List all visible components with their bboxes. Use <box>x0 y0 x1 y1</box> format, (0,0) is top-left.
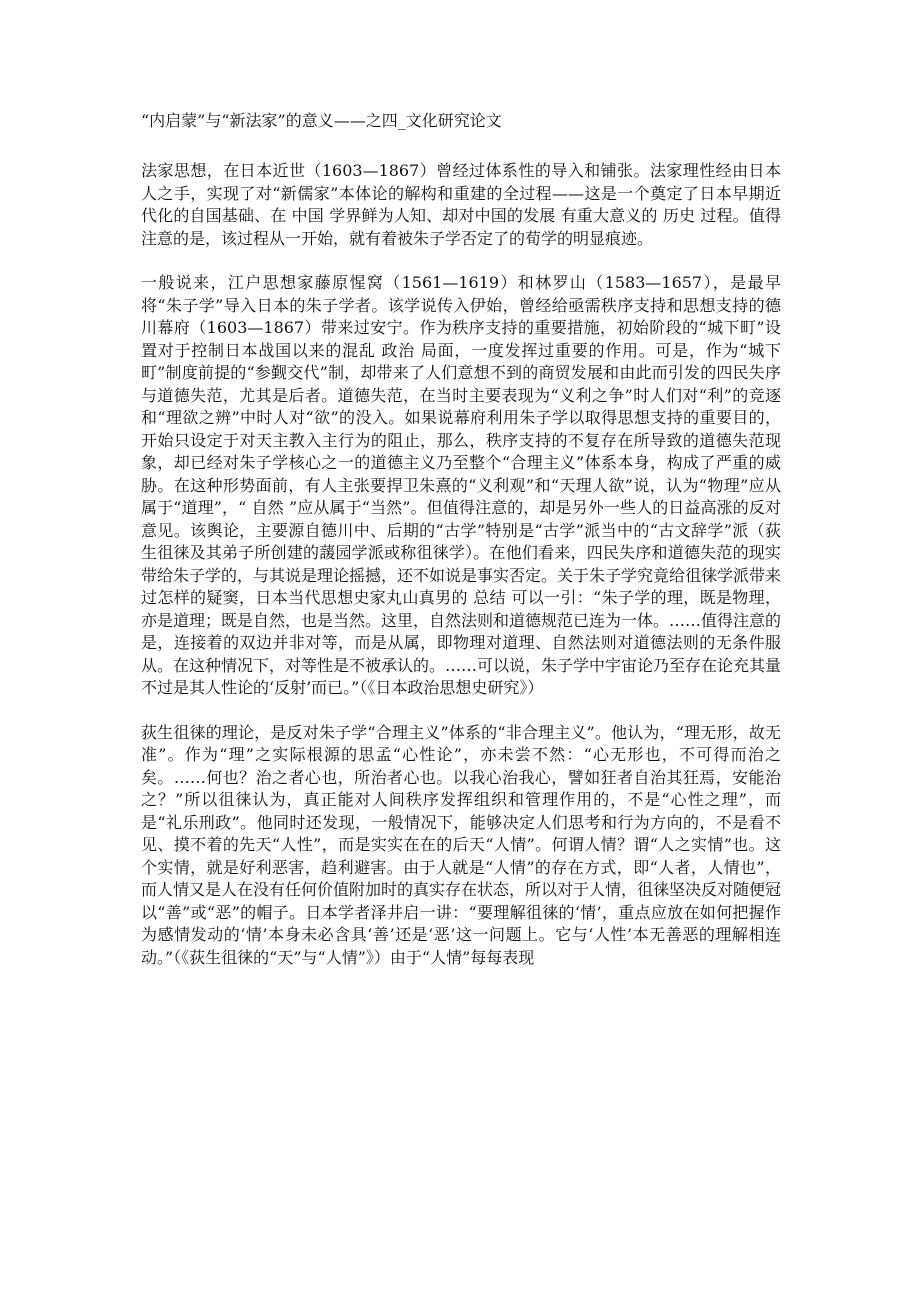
paragraph-2: 一般说来，江户思想家藤原惺窝（1561—1619）和林罗山（1583—1657），是最早将“朱子学”导入日本的朱子学者。该学说传入伊始，曾经给亟需秩序支持和思想支持的德川幕府（1603—1867）带来过安宁。作为秩序支持的重要措施，初始阶段的“城下町”设置对于控制日本战国以来的混乱 政治 局面，一度发挥过重要的作用。可是，作为“城下町”制度前提的“参觐交代”制，却带来了人们意想不到的商贸发展和由此而引发的四民失序与道德失范，尤其是后者。道德失范，在当时主要表现为“义利之争”时人们对“利”的竞逐和“理欲之辨”中时人对“欲”的没入。如果说幕府利用朱子学以取得思想支持的重要目的，开始只设定于对天主教入主行为的阻止，那么，秩序支持的不复存在所导致的道德失范现象，却已经对朱子学核心之一的道德主义乃至整个“合理主义”体系本身，构成了严重的威胁。在这种形势面前，有人主张要捍卫朱熹的“义利观”和“天理人欲”说，认为“物理”应从属于“道理”，“ 自然 ”应从属于“当然”。但值得注意的，却是另外一些人的日益高涨的反对意见。该舆论，主要源自德川中、后期的“古学”特别是“古学”派当中的“古文辞学”派（荻生徂徕及其弟子所创建的蘐园学派或称徂徕学）。在他们看来，四民失序和道德失范的现实带给朱子学的，与其说是理论摇撼，还不如说是事实否定。关于朱子学究竟给徂徕学派带来过怎样的疑窦，日本当代思想史家丸山真男的 总结 可以一引：“朱子学的理，既是物理，亦是道理；既是自然，也是当然。这里，自然法则和道德规范已连为一体。……值得注意的是，连接着的双边并非对等，而是从属，即物理对道理、自然法则对道德法则的无条件服从。在这种情况下，对等性是不被承认的。……可以说，朱子学中宇宙论乃至存在论充其量不过是其人性论的‘反射’而已。”（《日本政治思想史研究》） <box>141 273 782 697</box>
paragraph-1: 法家思想，在日本近世（1603—1867）曾经过体系性的导入和铺张。法家理性经由日本人之手，实现了对“新儒家”本体论的解构和重建的全过程——这是一个奠定了日本早期近代化的自国基础、在 中国 学界鲜为人知、却对中国的发展 有重大意义的 历史 过程。值得注意的是，该过程从一开始，就有着被朱子学否定了的荀学的明显痕迹。 <box>141 161 781 248</box>
document-page <box>141 110 781 991</box>
document-title: “内启蒙”与“新法家”的意义——之四_文化研究论文 <box>141 111 502 130</box>
paragraph-3: 荻生徂徕的理论，是反对朱子学“合理主义”体系的“非合理主义”。他认为，“理无形，故无准”。作为“理”之实际根源的思孟“心性论”，亦未尝不然：“心无形也，不可得而治之矣。……何也？治之者心也，所治者心也。以我心治我心，譬如狂者自治其狂焉，安能治之？”所以徂徕认为，真正能对人间秩序发挥组织和管理作用的，不是“心性之理”，而是“礼乐刑政”。他同时还发现，一般情况下，能够决定人们思考和行为方向的，不是看不见、摸不着的先天“人性”，而是实实在在的后天“人情”。何谓人情？谓“人之实情”也。这个实情，就是好利恶害，趋利避害。由于人就是“人情”的存在方式，即“人者，人情也”，而人情又是人在没有任何价值附加时的真实存在状态，所以对于人情，徂徕坚决反对随便冠以“善”或“恶”的帽子。日本学者泽井启一讲：“要理解徂徕的‘情’，重点应放在如何把握作为感情发动的‘情’本身未必含具‘善’还是‘恶’这一问题上。它与‘人性’本无善恶的理解相连动。”（《荻生徂徕的“天”与“人情”》）由于“人情”每每表现 <box>141 722 782 967</box>
